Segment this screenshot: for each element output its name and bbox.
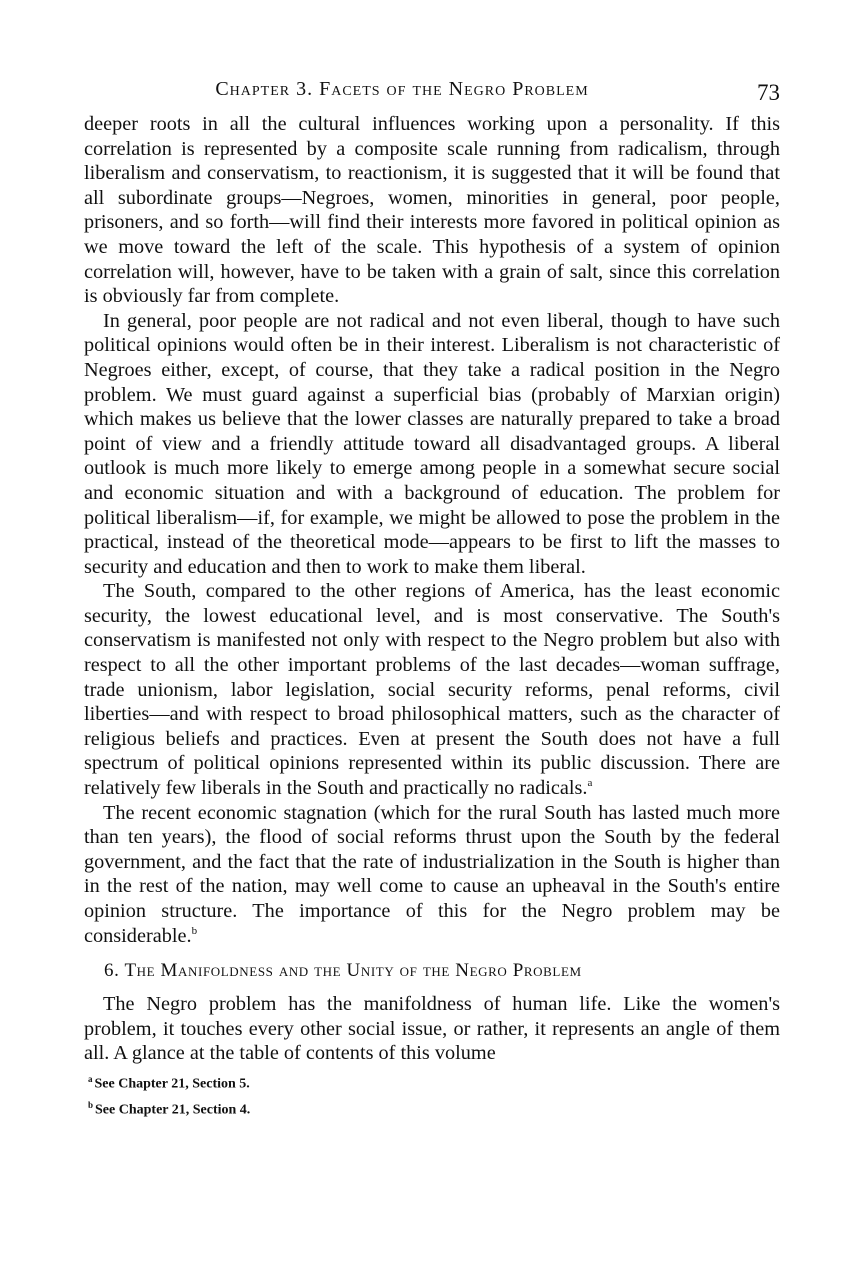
- section-paragraph: The Negro problem has the manifoldness of human life. Like the women's problem, it touches every other social issue, or rather, it represents an angle of them all. A glance at the table of contents of this volume: [84, 993, 780, 1065]
- footnotes: [84, 1069, 780, 1120]
- paragraph-stagnation: [84, 801, 780, 949]
- footnote-text: See Chapter 21, Section 5.: [94, 1076, 250, 1092]
- footnote-ref-b[interactable]: b: [191, 924, 198, 937]
- paragraph-stagnation-text: The recent economic stagnation (which for the rural South has lasted much more than ten years), the flood of social reforms thrust upon the South by the federal government, and the fact that the rate of industrialization in the South is higher than in the rest of the nation, may well come to cause an upheaval in the South's entire opinion structure. The importance of this for the Negro problem may be considerable.: [84, 801, 780, 947]
- running-header: [84, 78, 780, 112]
- book-page: [84, 78, 780, 1120]
- paragraph-south: [84, 579, 780, 800]
- chapter-title: Chapter 3. Facets of the Negro Problem: [215, 78, 589, 100]
- footnote-a: [88, 1069, 780, 1095]
- footnote-mark: a: [88, 1073, 93, 1084]
- paragraph-south-text: The South, compared to the other regions of America, has the least economic security, the lowest educational level, and is most conservative. The South's conservatism is manifested not only with respect to the Negro problem but also with respect to all the other important problems of the last decades—woman suffrage, trade unionism, labor legislation, social security reforms, penal reforms, civil liberties—and with respect to broad philosophical matters, such as the character of religious beliefs and practices. Even at present the South does not have a full spectrum of political opinions represented within its public discussion. There are relatively few liberals in the South and practically no radicals.: [84, 580, 780, 800]
- footnote-mark: b: [88, 1099, 94, 1110]
- footnote-ref-a[interactable]: a: [587, 777, 593, 790]
- page-number: 73: [757, 80, 780, 105]
- paragraph-liberalism: In general, poor people are not radical and not even liberal, though to have such political opinions would often be in their interest. Liberalism is not characteristic of Negroes either, except, of course, that they take a radical position in the Negro problem. We must guard against a superficial bias (probably of Marxian origin) which makes us believe that the lower classes are naturally prepared to take a broad point of view and a friendly attitude toward all disadvantaged groups. A liberal outlook is much more likely to emerge among people in a somewhat secure social and economic situation and with a background of education. The problem for political liberalism—if, for example, we might be allowed to pose the problem in the practical, instead of the theoretical mode—appears to be first to lift the masses to security and education and then to work to make them liberal.: [84, 309, 780, 578]
- section-heading: 6. The Manifoldness and the Unity of the Negro Problem: [104, 960, 582, 982]
- footnote-b: [88, 1095, 780, 1121]
- paragraph-continued: deeper roots in all the cultural influences working upon a personality. If this correlation is represented by a composite scale running from radicalism, through liberalism and conservatism, to reactionism, it is suggested that it will be found that all subordinate groups—Negroes, women, minorities in general, poor people, prisoners, and so forth—will find their interests more favored in political opinion as we move toward the left of the scale. This hypothesis of a system of opinion correlation will, however, have to be taken with a grain of salt, since this correlation is obviously far from complete.: [84, 113, 780, 308]
- footnote-text: See Chapter 21, Section 4.: [95, 1102, 251, 1118]
